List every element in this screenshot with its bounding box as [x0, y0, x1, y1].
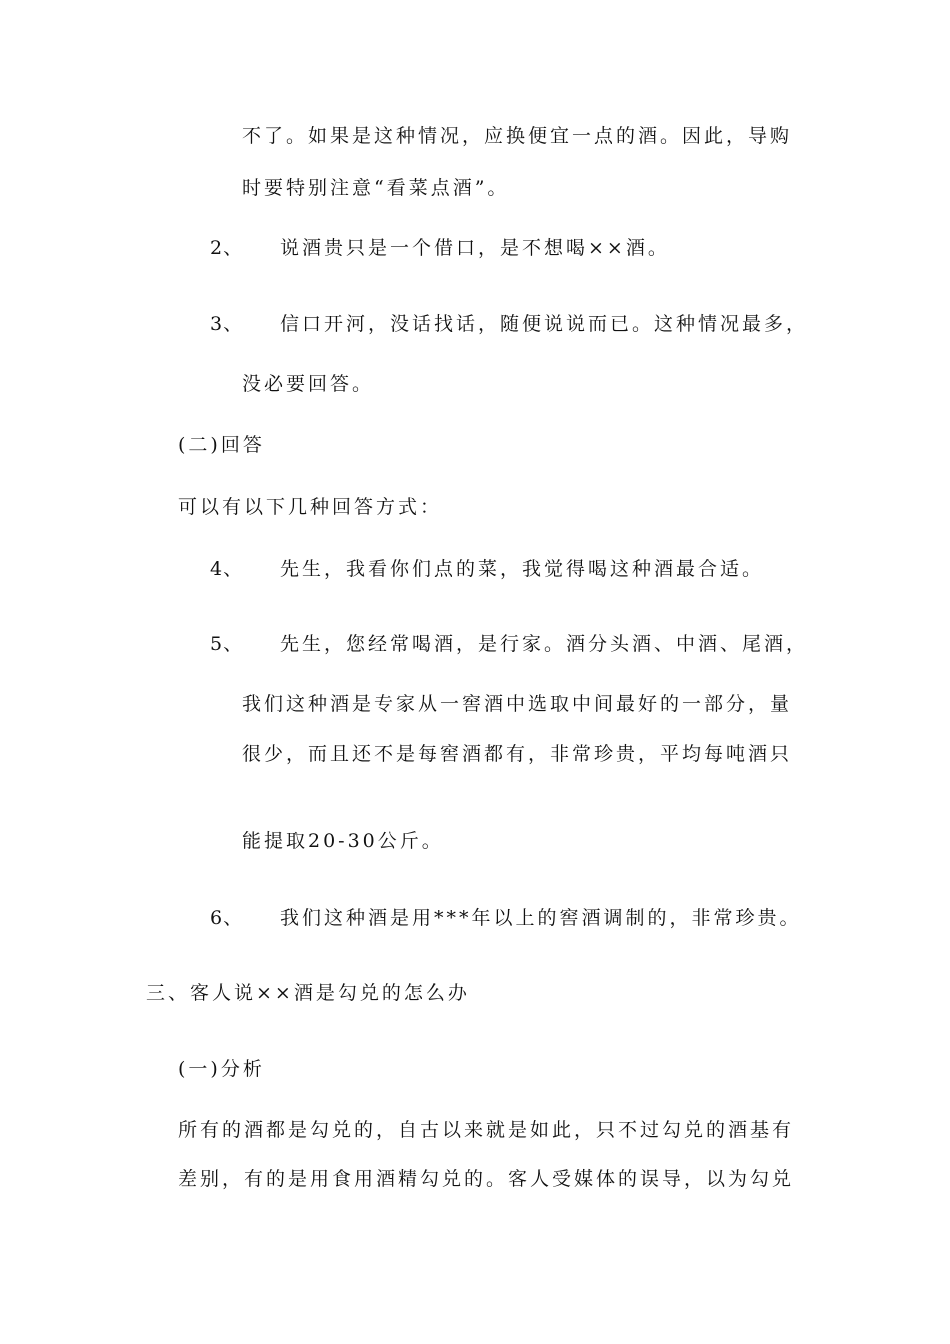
section-heading: (一)分析	[178, 1058, 265, 1080]
list-item-text: 先生，您经常喝酒，是行家。酒分头酒、中酒、尾酒，	[280, 633, 809, 655]
paragraph-line: 不了。如果是这种情况，应换便宜一点的酒。因此，导购	[242, 125, 793, 147]
list-item-text: 信口开河，没话找话，随便说说而已。这种情况最多，	[280, 313, 809, 335]
list-number: 4、	[210, 558, 244, 580]
paragraph-line: 我们这种酒是专家从一窖酒中选取中间最好的一部分，量	[242, 693, 793, 715]
paragraph-line: 没必要回答。	[242, 373, 375, 395]
paragraph-line: 可以有以下几种回答方式：	[178, 496, 443, 518]
list-number: 3、	[210, 313, 244, 335]
paragraph-line: 时要特别注意“看菜点酒”。	[242, 177, 510, 199]
paragraph-line: 所有的酒都是勾兑的，自古以来就是如此，只不过勾兑的酒基有	[178, 1119, 795, 1141]
paragraph-line: 很少，而且还不是每窖酒都有，非常珍贵，平均每吨酒只	[242, 743, 793, 765]
section-title: 三、客人说××酒是勾兑的怎么办	[146, 982, 470, 1004]
list-item-text: 先生，我看你们点的菜，我觉得喝这种酒最合适。	[280, 558, 765, 580]
section-heading: (二)回答	[178, 434, 265, 456]
paragraph-line: 能提取20-30公斤。	[242, 830, 444, 852]
list-number: 5、	[210, 633, 244, 655]
list-item-text: 说酒贵只是一个借口，是不想喝××酒。	[280, 237, 670, 259]
list-number: 2、	[210, 237, 244, 259]
paragraph-line: 差别，有的是用食用酒精勾兑的。客人受媒体的误导，以为勾兑	[178, 1168, 795, 1190]
list-number: 6、	[210, 907, 244, 929]
list-item-text: 我们这种酒是用***年以上的窖酒调制的，非常珍贵。	[280, 907, 802, 929]
